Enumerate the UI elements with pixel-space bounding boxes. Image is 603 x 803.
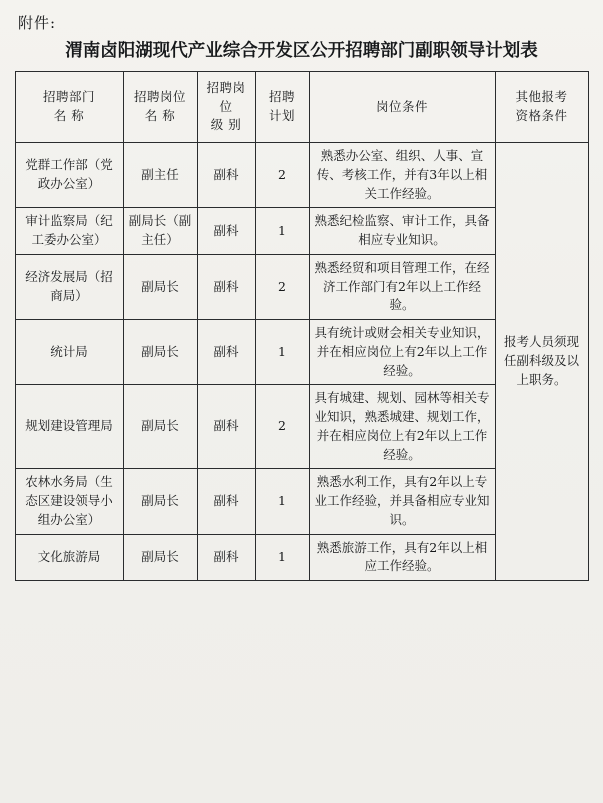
cell-post-name: 副主任 — [123, 143, 197, 208]
cell-department: 文化旅游局 — [15, 534, 123, 581]
cell-post-level: 副科 — [197, 385, 255, 469]
column-header-plan-count: 招聘 计划 — [255, 72, 309, 143]
cell-post-name: 副局长 — [123, 254, 197, 319]
recruitment-plan-table — [15, 71, 589, 581]
cell-condition: 熟悉经贸和项目管理工作，在经济工作部门有2年以上工作经验。 — [309, 254, 495, 319]
cell-plan-count: 2 — [255, 143, 309, 208]
cell-plan-count: 1 — [255, 208, 309, 255]
cell-department: 规划建设管理局 — [15, 385, 123, 469]
column-header-conditions: 岗位条件 — [309, 72, 495, 143]
cell-post-name: 副局长 — [123, 469, 197, 534]
table-row — [15, 143, 588, 208]
cell-department: 统计局 — [15, 320, 123, 385]
cell-condition: 熟悉水利工作，具有2年以上专业工作经验，并具备相应专业知识。 — [309, 469, 495, 534]
cell-plan-count: 1 — [255, 534, 309, 581]
cell-department: 经济发展局（招商局） — [15, 254, 123, 319]
cell-post-level: 副科 — [197, 534, 255, 581]
cell-other-qualification: 报考人员须现任副科级及以上职务。 — [495, 143, 588, 581]
cell-plan-count: 2 — [255, 254, 309, 319]
cell-post-level: 副科 — [197, 254, 255, 319]
column-header-post-level: 招聘岗 位 级 别 — [197, 72, 255, 143]
cell-post-name: 副局长 — [123, 320, 197, 385]
cell-condition: 具有统计或财会相关专业知识，并在相应岗位上有2年以上工作经验。 — [309, 320, 495, 385]
cell-post-name: 副局长 — [123, 385, 197, 469]
attachment-label: 附件: — [18, 14, 57, 32]
cell-plan-count: 1 — [255, 469, 309, 534]
column-header-post-name: 招聘岗位 名 称 — [123, 72, 197, 143]
cell-plan-count: 2 — [255, 385, 309, 469]
cell-condition: 熟悉办公室、组织、人事、宣传、考核工作，并有3年以上相关工作经验。 — [309, 143, 495, 208]
page-title: 渭南卤阳湖现代产业综合开发区公开招聘部门副职领导计划表 — [65, 41, 538, 61]
column-header-department: 招聘部门 名 称 — [15, 72, 123, 143]
cell-department: 审计监察局（纪工委办公室） — [15, 208, 123, 255]
table-header-row — [15, 72, 588, 143]
cell-condition: 熟悉纪检监察、审计工作，具备相应专业知识。 — [309, 208, 495, 255]
cell-plan-count: 1 — [255, 320, 309, 385]
cell-post-name: 副局长（副主任） — [123, 208, 197, 255]
cell-post-name: 副局长 — [123, 534, 197, 581]
cell-post-level: 副科 — [197, 208, 255, 255]
cell-condition: 具有城建、规划、园林等相关专业知识，熟悉城建、规划工作，并在相应岗位上有2年以上工作经验。 — [309, 385, 495, 469]
cell-post-level: 副科 — [197, 143, 255, 208]
cell-department: 党群工作部（党政办公室） — [15, 143, 123, 208]
cell-post-level: 副科 — [197, 320, 255, 385]
cell-post-level: 副科 — [197, 469, 255, 534]
cell-department: 农林水务局（生态区建设领导小组办公室） — [15, 469, 123, 534]
column-header-other-qualifications: 其他报考 资格条件 — [495, 72, 588, 143]
cell-condition: 熟悉旅游工作，具有2年以上相应工作经验。 — [309, 534, 495, 581]
